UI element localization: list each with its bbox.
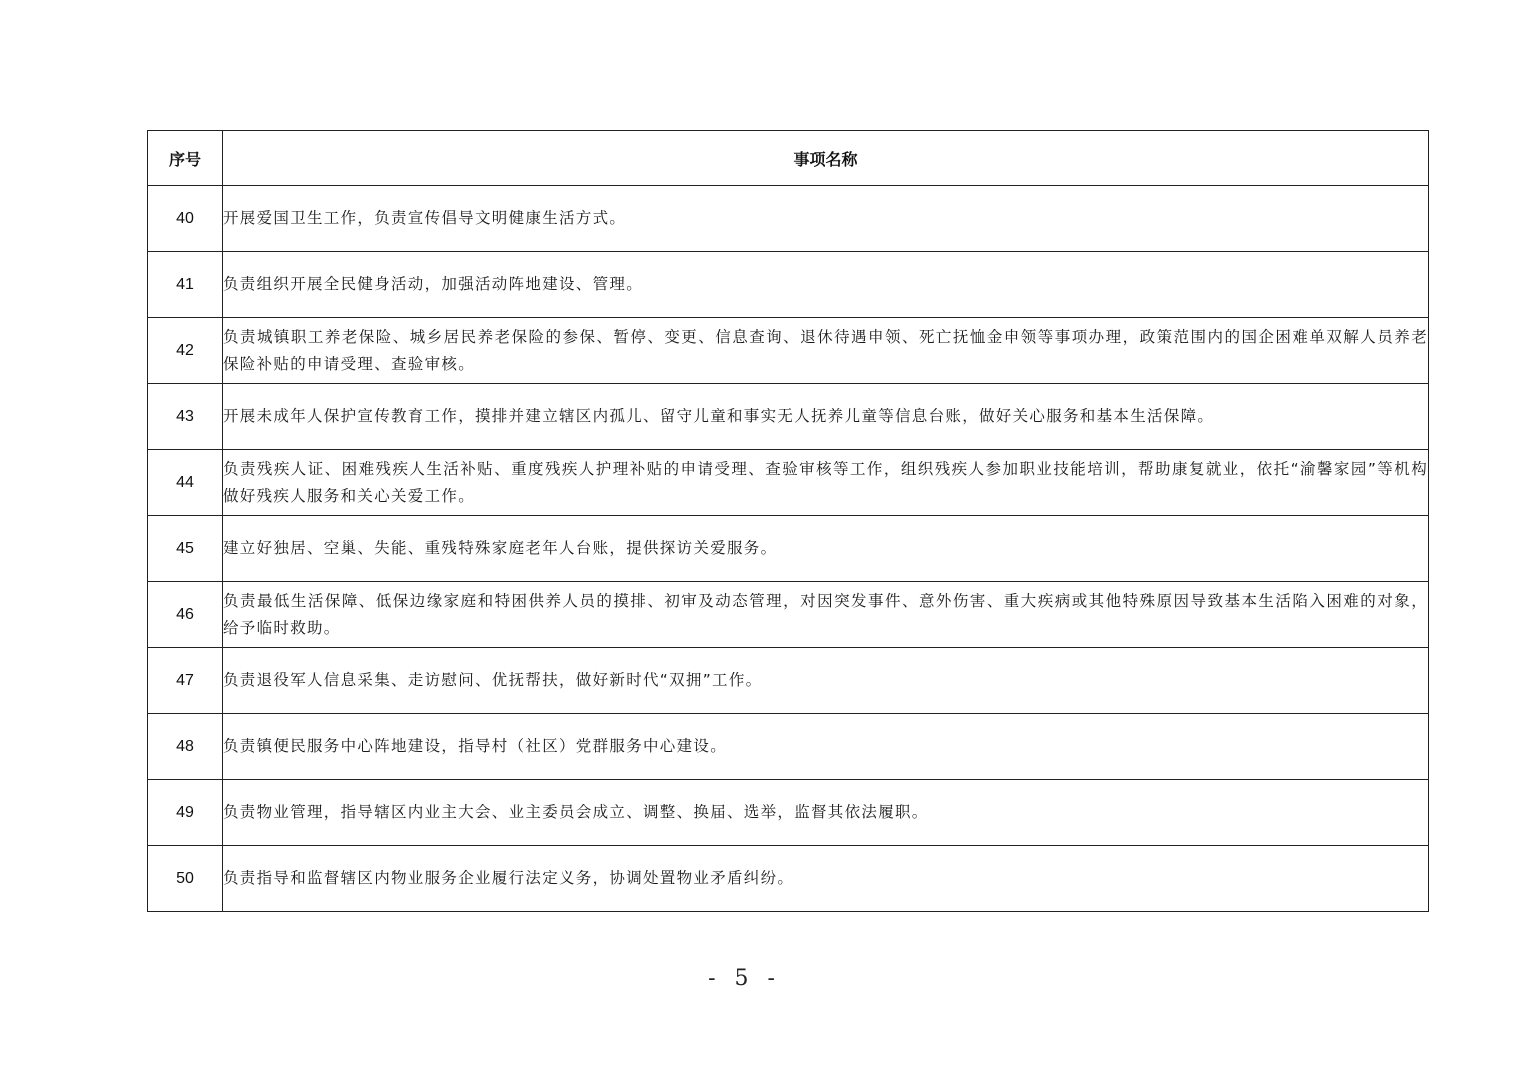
- row-item-name: 负责退役军人信息采集、走访慰问、优抚帮扶，做好新时代“双拥”工作。: [223, 648, 1429, 714]
- row-item-name: 负责组织开展全民健身活动，加强活动阵地建设、管理。: [223, 252, 1429, 318]
- row-number: 50: [148, 846, 223, 912]
- table-row: [148, 384, 1429, 450]
- row-item-name: 开展爱国卫生工作，负责宣传倡导文明健康生活方式。: [223, 186, 1429, 252]
- row-item-name: 负责最低生活保障、低保边缘家庭和特困供养人员的摸排、初审及动态管理，对因突发事件、意外伤害、重大疾病或其他特殊原因导致基本生活陷入困难的对象，给予临时救助。: [223, 582, 1429, 648]
- row-number: 48: [148, 714, 223, 780]
- table-row: [148, 714, 1429, 780]
- row-number: 46: [148, 582, 223, 648]
- table-row: [148, 450, 1429, 516]
- row-number: 41: [148, 252, 223, 318]
- table-row: [148, 252, 1429, 318]
- table-row: [148, 186, 1429, 252]
- row-item-name: 负责指导和监督辖区内物业服务企业履行法定义务，协调处置物业矛盾纠纷。: [223, 846, 1429, 912]
- row-item-name: 建立好独居、空巢、失能、重残特殊家庭老年人台账，提供探访关爱服务。: [223, 516, 1429, 582]
- row-number: 49: [148, 780, 223, 846]
- table-row: [148, 780, 1429, 846]
- header-name: 事项名称: [223, 131, 1429, 186]
- row-number: 40: [148, 186, 223, 252]
- row-item-name: 开展未成年人保护宣传教育工作，摸排并建立辖区内孤儿、留守儿童和事实无人抚养儿童等信息台账，做好关心服务和基本生活保障。: [223, 384, 1429, 450]
- row-item-name: 负责物业管理，指导辖区内业主大会、业主委员会成立、调整、换届、选举，监督其依法履职。: [223, 780, 1429, 846]
- table-row: [148, 582, 1429, 648]
- table-row: [148, 846, 1429, 912]
- page-number: - 5 -: [708, 966, 781, 991]
- table-row: [148, 648, 1429, 714]
- row-item-name: 负责城镇职工养老保险、城乡居民养老保险的参保、暂停、变更、信息查询、退休待遇申领、死亡抚恤金申领等事项办理，政策范围内的国企困难单双解人员养老保险补贴的申请受理、查验审核。: [223, 318, 1429, 384]
- header-number: 序号: [148, 131, 223, 186]
- row-number: 42: [148, 318, 223, 384]
- row-number: 44: [148, 450, 223, 516]
- row-item-name: 负责残疾人证、困难残疾人生活补贴、重度残疾人护理补贴的申请受理、查验审核等工作，组织残疾人参加职业技能培训，帮助康复就业，依托“渝馨家园”等机构做好残疾人服务和关心关爱工作。: [223, 450, 1429, 516]
- table-header-row: [148, 131, 1429, 186]
- row-number: 47: [148, 648, 223, 714]
- row-item-name: 负责镇便民服务中心阵地建设，指导村（社区）党群服务中心建设。: [223, 714, 1429, 780]
- row-number: 45: [148, 516, 223, 582]
- items-table: [147, 130, 1429, 912]
- table-row: [148, 516, 1429, 582]
- row-number: 43: [148, 384, 223, 450]
- table-row: [148, 318, 1429, 384]
